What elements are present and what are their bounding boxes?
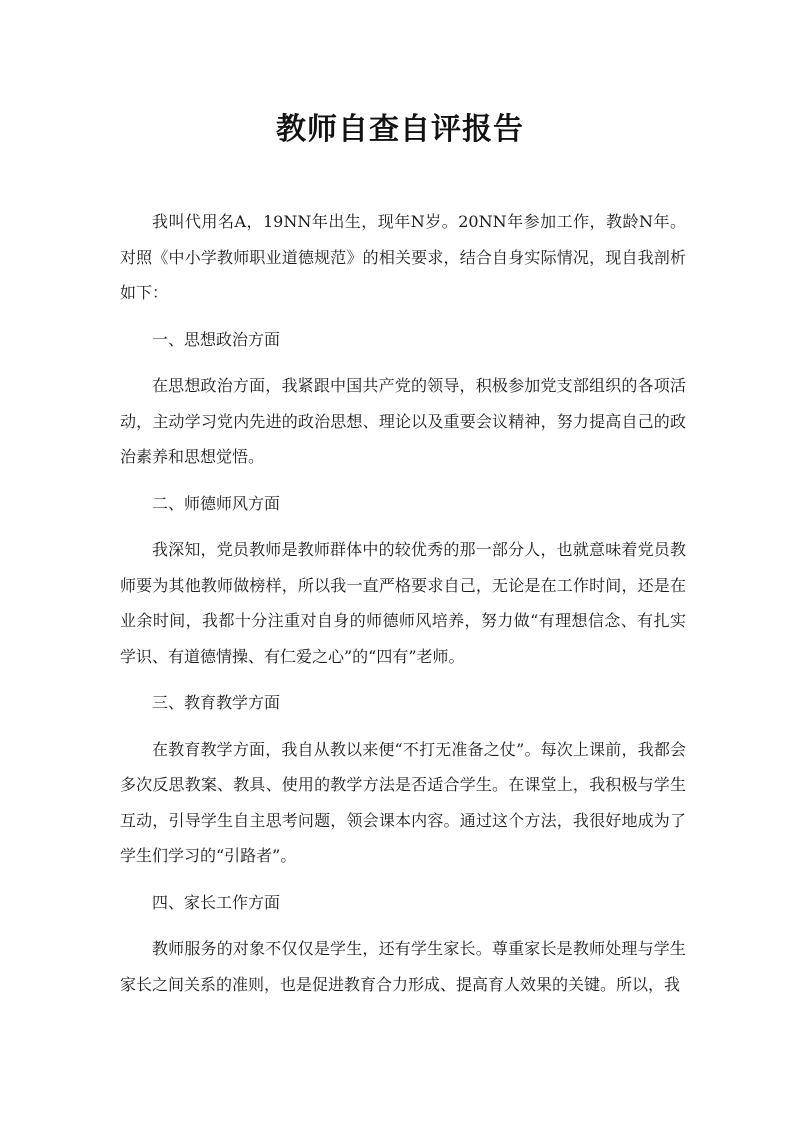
section-heading-ethics: 二、师德师风方面 [152, 493, 281, 513]
document-body [120, 204, 686, 1002]
section-text-parents: 教师服务的对象不仅仅是学生，还有学生家长。尊重家长是教师处理与学生家长之间关系的准则，也是促进教育合力形成、提高育人效果的关键。所以，我 [120, 939, 686, 994]
section-heading-political: 一、思想政治方面 [152, 329, 281, 349]
section-text-teaching: 在教育教学方面，我自从教以来便“不打无准备之仗”。每次上课前，我都会多次反思教案、教具、使用的教学方法是否适合学生。在课堂上，我积极与学生互动，引导学生自主思考问题，领会课本内容。通过这个方法，我很好地成为了学生们学习的“引路者”。 [120, 739, 686, 865]
document-title: 教师自查自评报告 [276, 112, 524, 147]
section-heading-teaching: 三、教育教学方面 [152, 693, 281, 712]
section-text-political: 在思想政治方面，我紧跟中国共产党的领导，积极参加党支部组织的各项活动，主动学习党内先进的政治思想、理论以及重要会议精神，努力提高自己的政治素养和思想觉悟。 [120, 376, 686, 466]
section-heading-parents: 四、家长工作方面 [152, 892, 281, 912]
section-text-ethics: 我深知，党员教师是教师群体中的较优秀的那一部分人，也就意味着党员教师要为其他教师做榜样，所以我一直严格要求自己，无论是在工作时间，还是在业余时间，我都十分注重对自身的师德师风培养，努力做“有理想信念、有扎实学识、有道德情操、有仁爱之心”的“四有”老师。 [120, 540, 686, 666]
intro-paragraph: 我叫代用名A，19NN年出生，现年N岁。20NN年参加工作，教龄N年。对照《中小学教师职业道德规范》的相关要求，结合自身实际情况，现自我剖析如下： [120, 212, 686, 302]
